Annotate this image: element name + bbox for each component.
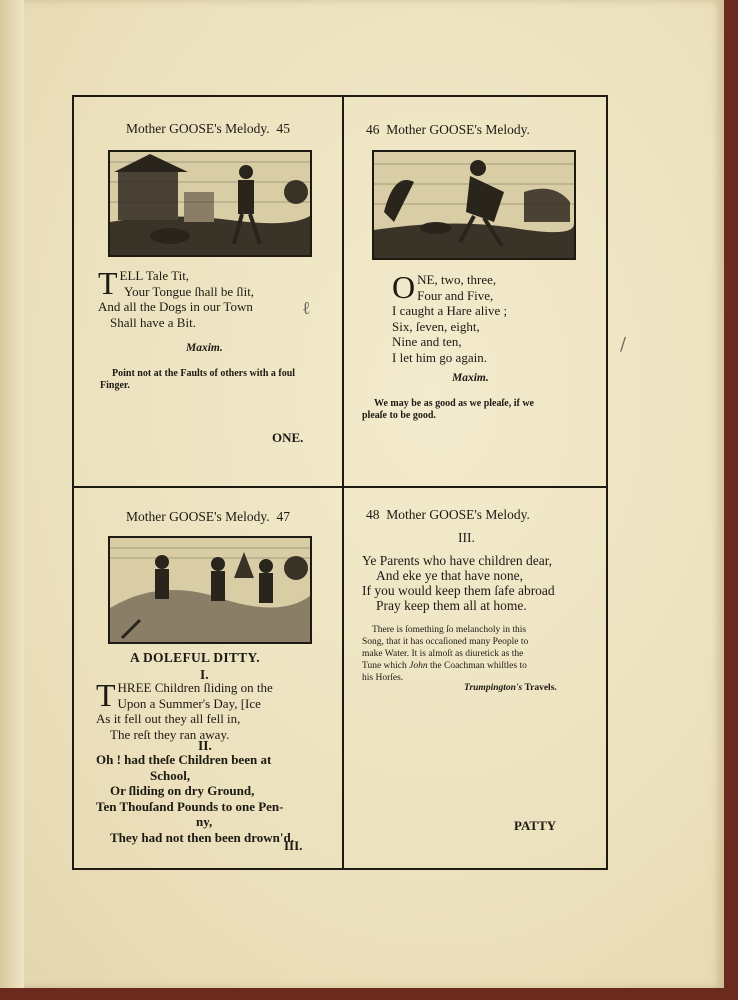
- drop-cap: T: [96, 677, 116, 713]
- verse-line: Six, ſeven, eight,: [392, 318, 480, 334]
- rhyme-one-two-three: [392, 269, 602, 365]
- footnote-text: the Coachman whiſtles to: [430, 661, 527, 671]
- page-gutter: [0, 0, 24, 988]
- verse-line: They had not then been drown'd.: [110, 829, 294, 845]
- rhyme-doleful-ditty-2: [96, 752, 340, 845]
- verse-line: ELL Tale Tit,: [119, 268, 190, 283]
- page-48-header: [366, 507, 530, 523]
- verse-line: Ten Thouſand Pounds to one Pen-: [96, 798, 284, 814]
- running-title: Mother GOOSE's Melody.: [386, 507, 530, 522]
- attribution-name: Trumpington's: [464, 683, 523, 693]
- page-number: 47: [276, 509, 290, 524]
- verse-line: If you would keep them ſafe abroad: [362, 583, 555, 598]
- page-number: 48: [366, 507, 380, 522]
- verse-line: NE, two, three,: [417, 272, 497, 287]
- maxim-text: [100, 368, 336, 392]
- ditty-title: A DOLEFUL DITTY.: [130, 650, 260, 665]
- verse-line: Four and Five,: [417, 287, 494, 303]
- catchword: ONE.: [272, 430, 304, 445]
- footnote-name: John: [409, 661, 428, 671]
- pencil-check-mark-icon: ∕: [620, 334, 627, 355]
- verse-line: As it fell out they all fell in,: [96, 711, 241, 726]
- page-47-header: [126, 509, 290, 525]
- running-title: Mother GOOSE's Melody.: [126, 121, 270, 136]
- verse-line: Upon a Summer's Day, [Ice: [117, 695, 261, 711]
- running-title: Mother GOOSE's Melody.: [126, 509, 270, 524]
- maxim-line: Finger.: [100, 380, 130, 391]
- catchword: PATTY: [514, 818, 557, 833]
- attribution-text: Travels.: [524, 683, 557, 693]
- maxim-line: We may be as good as we pleaſe, if we: [374, 398, 534, 409]
- verse-line: ny,: [196, 814, 213, 829]
- verse-line: HREE Children ſliding on the: [117, 680, 273, 695]
- verse-line: I caught a Hare alive ;: [392, 303, 508, 318]
- part-number: I.: [200, 667, 209, 682]
- maxim-title: Maxim.: [186, 342, 223, 354]
- page-46-header: [366, 122, 530, 138]
- verse-line: Or ſliding on dry Ground,: [110, 783, 255, 798]
- page-number: 45: [276, 121, 290, 136]
- footnote-line: make Water. It is almoſt as diuretick as the: [362, 649, 524, 659]
- woodcut-three-children-sliding-icon: [108, 536, 312, 644]
- vertical-rule: [342, 97, 344, 868]
- drop-cap: T: [98, 265, 118, 301]
- page-45-header: [126, 121, 290, 137]
- horizontal-rule: [74, 486, 606, 488]
- verse-line: Oh ! had theſe Children been at: [96, 752, 272, 767]
- maxim-text: [362, 398, 598, 422]
- verse-line: Shall have a Bit.: [110, 314, 196, 330]
- verse-line: Ye Parents who have children dear,: [362, 553, 553, 568]
- verse-line: The reſt they ran away.: [110, 726, 230, 742]
- maxim-line: pleaſe to be good.: [362, 410, 436, 421]
- verse-line: Pray keep them all at home.: [376, 598, 527, 613]
- part-number: III.: [458, 530, 475, 545]
- woodcut-man-catching-hare-icon: [372, 150, 576, 260]
- part-number: II.: [198, 738, 212, 753]
- woodcut-boy-and-dogs-icon: [108, 150, 312, 257]
- catchword: III.: [284, 838, 303, 853]
- verse-line: Your Tongue ſhall be ſlit,: [124, 283, 255, 299]
- rhyme-doleful-ditty-1: [96, 677, 340, 742]
- maxim-line: Point not at the Faults of others with a foul: [112, 368, 296, 379]
- footnote-line: his Horſes.: [362, 673, 404, 683]
- drop-cap: O: [392, 269, 416, 305]
- verse-line: I let him go again.: [392, 349, 487, 365]
- rhyme-doleful-ditty-3: [362, 553, 602, 613]
- footnote-line: There is ſomething ſo melancholy in this: [372, 625, 527, 635]
- page-number: 46: [366, 122, 380, 137]
- footnote: [362, 624, 602, 684]
- footnote-text: Tune which: [362, 661, 407, 671]
- verse-line: And eke ye that have none,: [376, 568, 523, 583]
- footnote-line: [362, 660, 602, 672]
- verse-line: And all the Dogs in our Town: [98, 299, 253, 314]
- rhyme-tell-tale-tit: [98, 265, 328, 330]
- pencil-check-mark-icon: ℓ: [302, 298, 311, 319]
- footnote-line: Song, that it has occaſioned many People to: [362, 637, 529, 647]
- running-title: Mother GOOSE's Melody.: [386, 122, 530, 137]
- verse-line: School,: [150, 767, 191, 783]
- maxim-title: Maxim.: [452, 372, 489, 384]
- attribution: [464, 682, 557, 694]
- verse-line: Nine and ten,: [392, 334, 462, 349]
